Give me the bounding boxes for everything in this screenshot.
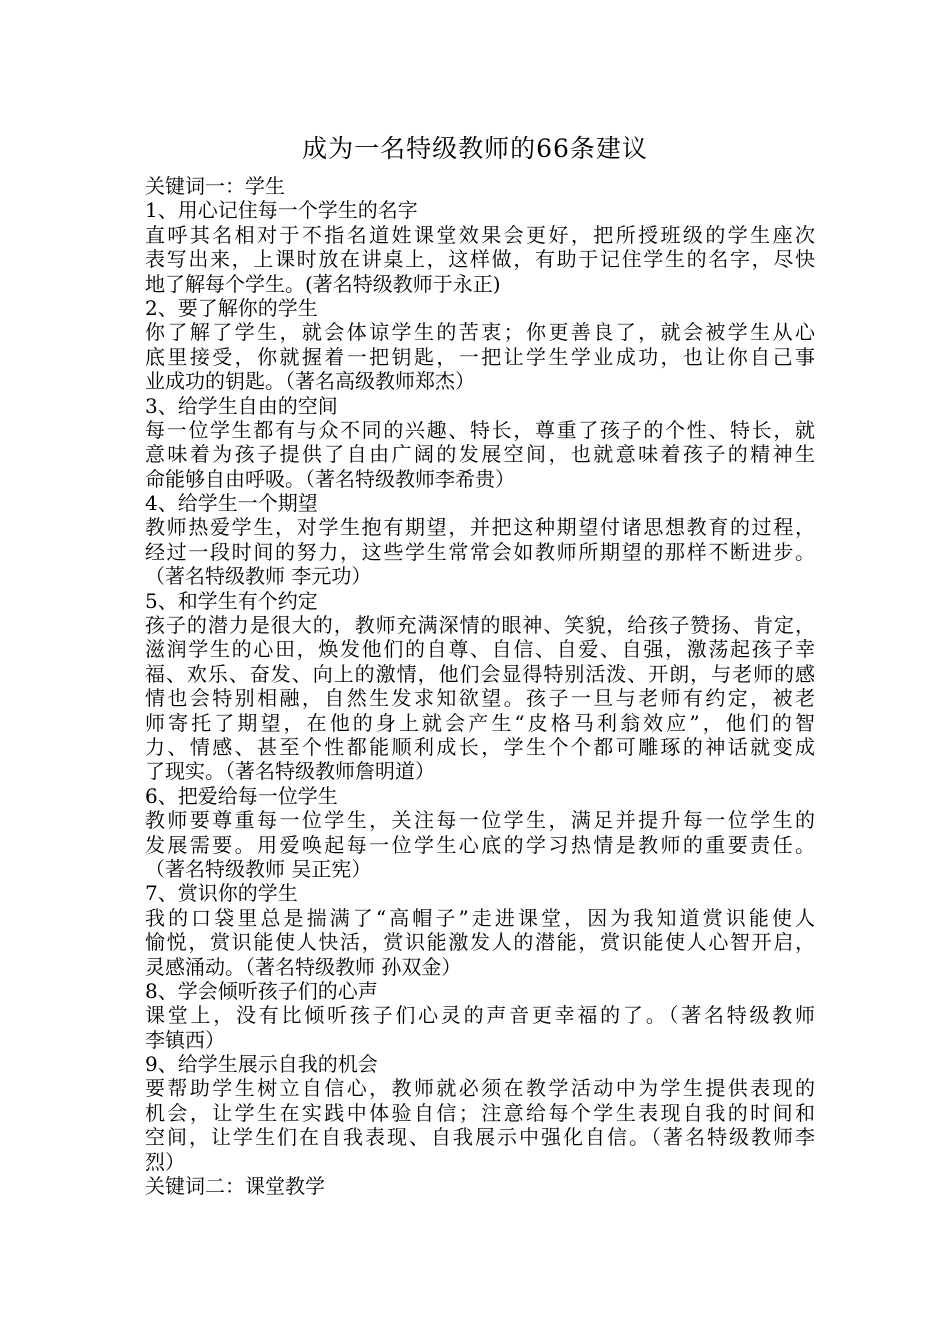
text-line: 课堂上，没有比倾听孩子们心灵的声音更幸福的了。（著名特级教师 [145,1003,815,1028]
text-line: 了现实。（著名特级教师詹明道） [145,759,435,784]
text-line: 我的口袋里总是揣满了“高帽子”走进课堂，因为我知道赏识能使人 [145,905,815,930]
text-line: 7、赏识你的学生 [145,881,298,906]
text-line: 空间，让学生们在自我表现、自我展示中强化自信。（著名特级教师李 [145,1125,815,1150]
text-line: 机会，让学生在实践中体验自信；注意给每个学生表现自我的时间和 [145,1100,815,1125]
text-line: 经过一段时间的努力，这些学生常常会如教师所期望的那样不断进步。 [145,539,815,564]
document-title: 成为一名特级教师的66条建议 [302,134,648,163]
text-line: 滋润学生的心田，焕发他们的自尊、自信、自爱、自强，激荡起孩子幸 [145,637,815,662]
text-line: 关键词二：课堂教学 [145,1174,325,1199]
text-line: 8、学会倾听孩子们的心声 [145,978,378,1003]
text-line: 要帮助学生树立自信心，教师就必须在教学活动中为学生提供表现的 [145,1076,815,1101]
text-line: 烈） [145,1149,185,1174]
text-line: 师寄托了期望，在他的身上就会产生“皮格马利翁效应”，他们的智 [145,710,815,735]
document-body [145,174,815,1198]
text-line: 孩子的潜力是很大的，教师充满深情的眼神、笑貌，给孩子赞扬、肯定， [145,613,815,638]
text-line: 愉悦，赏识能使人快活，赏识能激发人的潜能，赏识能使人心智开启， [145,930,815,955]
text-line: 表写出来，上课时放在讲桌上，这样做，有助于记住学生的名字，尽快 [145,247,815,272]
text-line: 福、欢乐、奋发、向上的激情，他们会显得特别活泼、开朗，与老师的感 [145,661,815,686]
text-line: 命能够自由呼吸。（著名特级教师李希贵） [145,466,515,491]
text-line: 4、给学生一个期望 [145,491,318,516]
text-line: 你了解了学生，就会体谅学生的苦衷；你更善良了，就会被学生从心 [145,320,815,345]
text-line: 6、把爱给每一位学生 [145,783,338,808]
text-line: 情也会特别相融，自然生发求知欲望。孩子一旦与老师有约定，被老 [145,686,815,711]
text-line: 李镇西） [145,1027,225,1052]
text-line: 直呼其名相对于不指名道姓课堂效果会更好，把所授班级的学生座次 [145,222,815,247]
text-line: （著名特级教师 吴正宪） [145,856,372,881]
text-line: 5、和学生有个约定 [145,588,318,613]
text-line: 1、用心记住每一个学生的名字 [145,198,418,223]
text-line: 2、要了解你的学生 [145,295,318,320]
text-line: 发展需要。用爱唤起每一位学生心底的学习热情是教师的重要责任。 [145,832,815,857]
text-line: 业成功的钥匙。（著名高级教师郑杰） [145,369,475,394]
text-line: 教师热爱学生，对学生抱有期望，并把这种期望付诸思想教育的过程， [145,515,815,540]
text-line: 3、给学生自由的空间 [145,393,338,418]
text-line: （著名特级教师 李元功） [145,564,372,589]
text-line: 每一位学生都有与众不同的兴趣、特长，尊重了孩子的个性、特长，就 [145,417,815,442]
text-line: 灵感涌动。（著名特级教师 孙双金） [145,954,462,979]
text-line: 地了解每个学生。(著名特级教师于永正) [145,271,501,296]
text-line: 关键词一：学生 [145,174,285,198]
text-line: 意味着为孩子提供了自由广阔的发展空间，也就意味着孩子的精神生 [145,442,815,467]
text-line: 教师要尊重每一位学生，关注每一位学生，满足并提升每一位学生的 [145,808,815,833]
text-line: 底里接受，你就握着一把钥匙，一把让学生学业成功，也让你自己事 [145,344,815,369]
text-line: 力、情感、甚至个性都能顺利成长，学生个个都可雕琢的神话就变成 [145,734,815,759]
text-line: 9、给学生展示自我的机会 [145,1052,378,1077]
